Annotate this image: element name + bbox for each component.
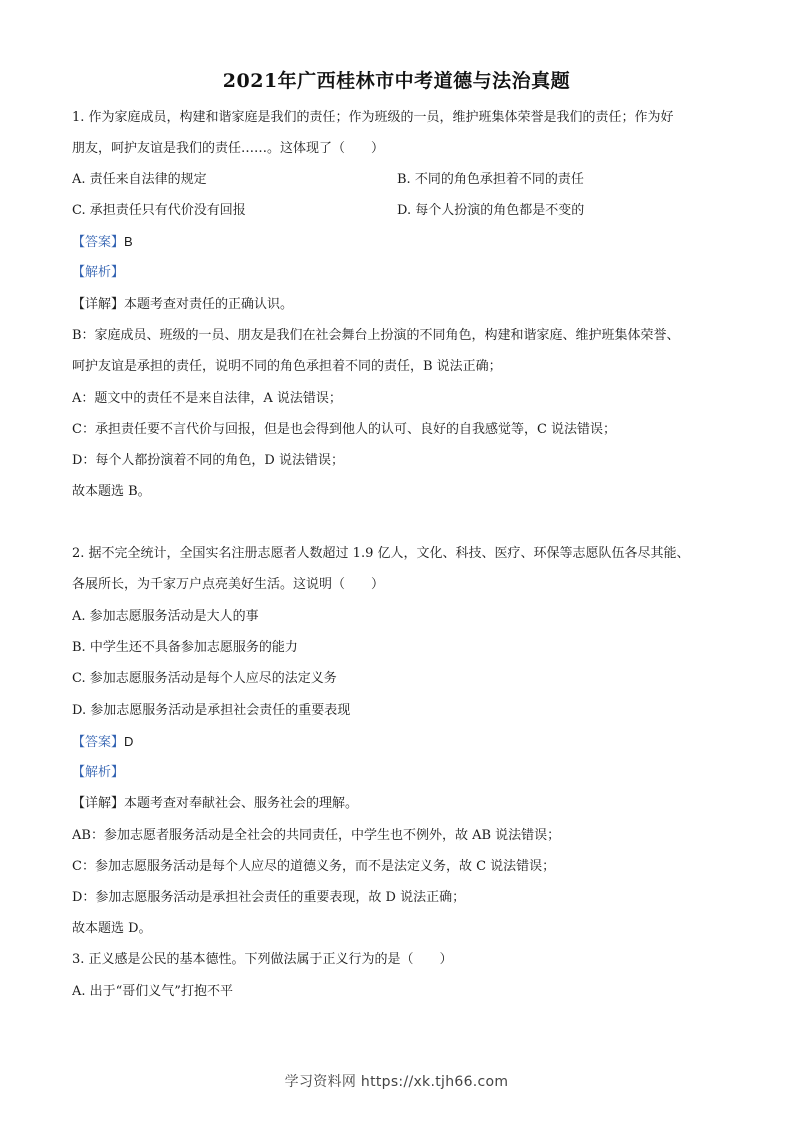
q1-explain-b-line-2: 呵护友谊是承担的责任，说明不同的角色承担着不同的责任，B 说法正确； [72, 359, 502, 374]
answer-value: D [124, 734, 134, 749]
q1-option-d: D. 每个人扮演的角色都是不变的 [397, 203, 585, 218]
q1-answer [72, 233, 724, 252]
q1-stem-line-1: 1. 作为家庭成员，构建和谐家庭是我们的责任；作为班级的一员，维护班集体荣誉是我们的责任；作为好 [72, 110, 674, 125]
q1-option-b: B. 不同的角色承担着不同的责任 [397, 172, 584, 187]
q1-explain-c: C：承担责任要不言代价与回报，但是也会得到他人的认可、良好的自我感觉等，C 说法错误； [72, 422, 617, 437]
q1-explain-a: A：题文中的责任不是来自法律，A 说法错误； [72, 391, 342, 406]
q2-option-a: A. 参加志愿服务活动是大人的事 [72, 609, 259, 624]
q1-explain-b-line-1: B：家庭成员、班级的一员、朋友是我们在社会舞台上扮演的不同角色，构建和谐家庭、维护班集体荣誉、 [72, 328, 680, 343]
q2-explain-c: C：参加志愿服务活动是每个人应尽的道德义务，而不是法定义务，故 C 说法错误； [72, 859, 556, 874]
q2-stem-line-2: 各展所长，为千家万户点亮美好生活。这说明（ ） [72, 577, 385, 592]
q2-analysis-tag: 【解析】 [72, 765, 125, 780]
q1-analysis-tag: 【解析】 [72, 265, 125, 280]
q2-explain-ab: AB：参加志愿者服务活动是全社会的共同责任，中学生也不例外，故 AB 说法错误； [72, 828, 561, 843]
answer-tag: 【答案】 [72, 735, 125, 750]
q1-detail: 【详解】本题考查对责任的正确认识。 [72, 297, 294, 312]
answer-value: B [124, 234, 133, 249]
q2-explain-d: D：参加志愿服务活动是承担社会责任的重要表现，故 D 说法正确； [72, 890, 466, 905]
q2-answer [72, 733, 724, 752]
q2-detail: 【详解】本题考查对奉献社会、服务社会的理解。 [72, 796, 359, 811]
q2-option-c: C. 参加志愿服务活动是每个人应尽的法定义务 [72, 671, 337, 686]
q1-explain-d: D：每个人都扮演着不同的角色，D 说法错误； [72, 453, 344, 468]
q2-conclusion: 故本题选 D。 [72, 921, 152, 936]
q2-option-b: B. 中学生还不具备参加志愿服务的能力 [72, 640, 298, 655]
page-title: 2021年广西桂林市中考道德与法治真题 [222, 70, 571, 92]
footer-watermark-link[interactable]: 学习资料网 https://xk.tjh66.com [284, 1074, 509, 1090]
q2-stem-line-1: 2. 据不完全统计，全国实名注册志愿者人数超过 1.9 亿人，文化、科技、医疗、环保等志愿队伍各尽其能、 [72, 546, 690, 561]
answer-tag: 【答案】 [72, 235, 125, 250]
q1-option-a: A. 责任来自法律的规定 [72, 172, 207, 187]
q1-conclusion: 故本题选 B。 [72, 484, 151, 499]
q2-option-d: D. 参加志愿服务活动是承担社会责任的重要表现 [72, 703, 351, 718]
q3-stem-line-1: 3. 正义感是公民的基本德性。下列做法属于正义行为的是（ ） [72, 952, 453, 967]
q1-option-c: C. 承担责任只有代价没有回报 [72, 203, 246, 218]
q1-stem-line-2: 朋友，呵护友谊是我们的责任……。这体现了（ ） [72, 141, 385, 156]
q3-option-a: A. 出于“哥们义气”打抱不平 [72, 984, 233, 999]
